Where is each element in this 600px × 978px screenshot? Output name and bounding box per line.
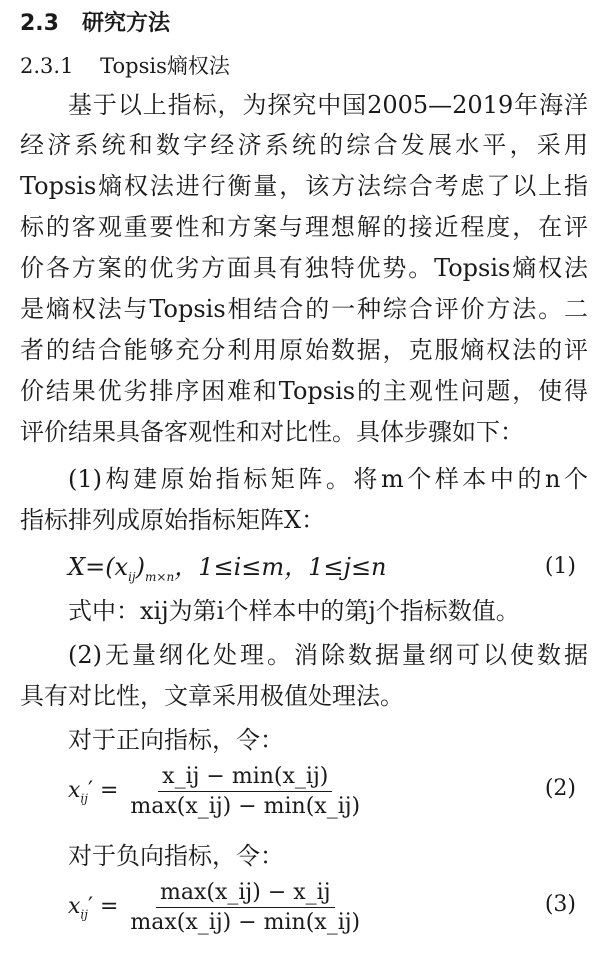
paragraph-line: 标的客观重要性和方案与理想解的接近程度，在评: [20, 213, 588, 241]
step1-line: (1)构建原始指标矩阵。将m个样本中的n个: [68, 465, 588, 493]
equation-3: [68, 880, 364, 935]
subsection-heading: [20, 50, 230, 80]
eq3-denominator: max(x_ij) − min(x_ij): [130, 910, 361, 935]
step2-line: (2)无量纲化处理。消除数据量纲可以使数据: [68, 641, 588, 669]
eq1-note: 式中：xij为第i个样本中的第j个指标数值。: [68, 597, 520, 625]
paragraph-line: Topsis熵权法进行衡量，该方法综合考虑了以上指: [20, 172, 588, 200]
paragraph-line: 价结果优劣排序困难和Topsis的主观性问题，使得: [20, 377, 588, 405]
paragraph-line: 经济系统和数字经济系统的综合发展水平，采用: [20, 131, 588, 159]
paragraph-line: 是熵权法与Topsis相结合的一种综合评价方法。二: [20, 295, 588, 323]
step2-line: 具有对比性，文章采用极值处理法。: [20, 682, 404, 710]
eq1-sub-ij: ij: [128, 569, 136, 584]
eq1-sub-dim: m×n: [145, 569, 175, 584]
paragraph-line: 价各方案的优劣方面具有独特优势。Topsis熵权法: [20, 254, 588, 282]
subsection-title: Topsis熵权法: [100, 54, 230, 78]
eq1-rest: ，1≤i≤m，1≤j≤n: [174, 553, 387, 581]
eq3-numerator: max(x_ij) − x_ij: [156, 880, 335, 908]
eq3-lhs: $x_{ij}'$ =: [68, 893, 119, 922]
section-heading: [20, 6, 170, 37]
equation-2-number: (2): [544, 776, 576, 801]
positive-indicator-label: 对于正向指标，令：: [68, 726, 284, 754]
eq2-numerator: x_ij − min(x_ij): [158, 764, 332, 792]
negative-indicator-label: 对于负向指标，令：: [68, 842, 284, 870]
eq2-fraction: [126, 764, 364, 819]
section-title: 研究方法: [81, 11, 170, 36]
subsection-number: 2.3.1: [20, 54, 74, 78]
eq1-close: ): [135, 553, 146, 581]
eq2-denominator: max(x_ij) − min(x_ij): [130, 794, 361, 819]
paragraph-line: 基于以上指标，为探究中国2005—2019年海洋: [68, 91, 588, 119]
eq3-fraction: [126, 880, 364, 935]
paragraph-line: 者的结合能够充分利用原始数据，克服熵权法的评: [20, 336, 588, 364]
paragraph-line: 评价结果具备客观性和对比性。具体步骤如下：: [20, 418, 524, 446]
equation-1-number: (1): [544, 554, 576, 579]
step1-line: 指标排列成原始指标矩阵X：: [20, 506, 326, 534]
eq1-main: X=(x: [68, 553, 129, 581]
eq2-lhs: $x_{ij}'$ =: [68, 777, 119, 806]
equation-2: [68, 764, 364, 819]
equation-1: [68, 552, 387, 592]
equation-3-number: (3): [544, 892, 576, 917]
section-number: 2.3: [20, 11, 59, 36]
